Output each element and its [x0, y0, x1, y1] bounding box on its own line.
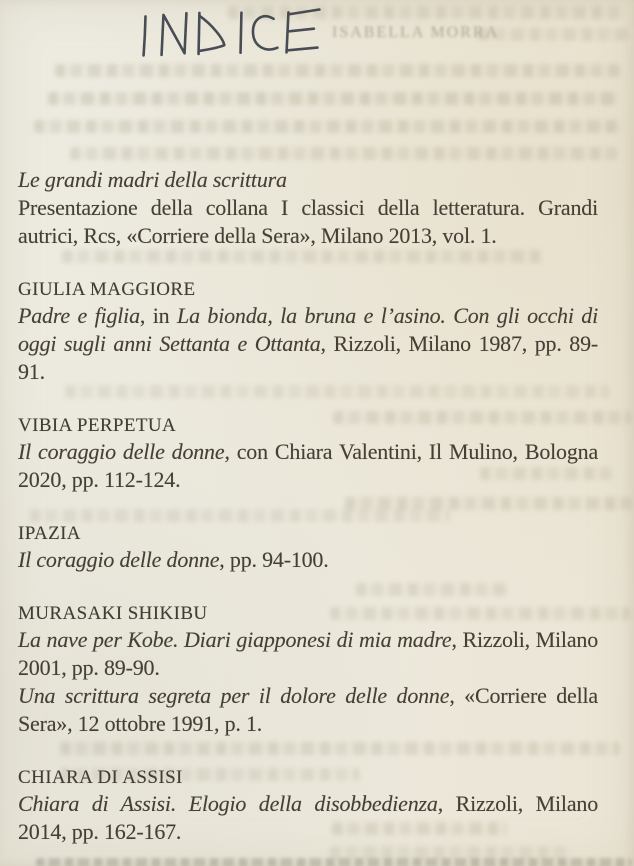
- entry-body: [18, 790, 598, 846]
- bleed-through-line: [55, 64, 620, 77]
- work-title: Padre e figlia: [18, 303, 140, 328]
- index-content: [18, 166, 598, 846]
- handwritten-index-title: [135, 3, 326, 63]
- author-heading: MURASAKI SHIKIBU: [18, 603, 208, 624]
- work-title: Chiara di Assisi. Elogio della disobbedienza: [18, 791, 438, 816]
- entry-paragraph: [18, 790, 598, 846]
- letter-d: [197, 13, 200, 54]
- bleed-through-author-name: ISABELLA MORRA: [332, 24, 500, 41]
- author-heading: GIULIA MAGGIORE: [18, 279, 196, 300]
- entry-paragraph: [18, 302, 598, 386]
- work-title: Il coraggio delle donne: [18, 547, 220, 572]
- entry-body: [18, 166, 598, 250]
- letter-n: [160, 13, 187, 55]
- entry-paragraph: [18, 166, 598, 194]
- author-heading: CHIARA DI ASSISI: [18, 767, 183, 788]
- letter-d-bowl: [198, 15, 224, 51]
- entry-body: [18, 302, 598, 386]
- author-heading: VIBIA PERPETUA: [18, 415, 177, 436]
- work-detail: , Rizzoli, Milano 2014, pp. 162-167.: [18, 791, 598, 844]
- work-detail: Presentazione della collana I classici della letteratura. Grandi autrici, Rcs, «Corriere della Sera», Milano 2013, vol. 1.: [18, 195, 598, 248]
- work-title: La bionda, la bruna e l’asino. Con gli occhi di oggi sugli anni Settanta e Ottanta: [18, 303, 598, 356]
- bleed-through-line: [34, 120, 622, 133]
- work-detail: , in: [139, 303, 178, 328]
- work-detail: , Rizzoli, Milano 2001, pp. 89-90.: [18, 627, 598, 680]
- entry-list: [18, 166, 598, 846]
- work-detail: , Rizzoli, Milano 1987, pp. 89-91.: [18, 331, 598, 384]
- bleed-through-line: [36, 858, 632, 866]
- entry-paragraph: [18, 438, 598, 494]
- entry-paragraph: [18, 194, 598, 250]
- work-detail: , pp. 94-100.: [219, 547, 329, 572]
- entry-body: [18, 438, 598, 494]
- letter-i: [142, 16, 146, 55]
- letter-i: [239, 13, 242, 53]
- index-entry: [18, 414, 598, 494]
- index-entry: [18, 766, 598, 846]
- index-entry: [18, 166, 598, 250]
- entry-body: [18, 626, 598, 738]
- work-detail: , con Chiara Valentini, Il Mulino, Bologna 2020, pp. 112-124.: [18, 439, 599, 492]
- work-title: La nave per Kobe. Diari giapponesi di mia madre: [18, 627, 452, 652]
- entry-paragraph: [18, 626, 598, 682]
- bleed-through-line: [70, 147, 618, 160]
- work-title: Il coraggio delle donne: [18, 439, 225, 464]
- bleed-through-line: [478, 28, 628, 41]
- work-detail: , «Corriere della Sera», 12 ottobre 1991, p. 1.: [18, 683, 598, 736]
- letter-c: [253, 16, 278, 50]
- index-entry: [18, 602, 598, 738]
- index-entry: [18, 278, 598, 386]
- author-heading: IPAZIA: [18, 523, 81, 544]
- letter-e: [285, 10, 320, 53]
- entry-body: [18, 546, 598, 574]
- bleed-through-line: [48, 92, 620, 105]
- index-entry: [18, 522, 598, 574]
- entry-paragraph: [18, 546, 598, 574]
- bleed-through-line: [330, 846, 570, 859]
- entry-paragraph: [18, 682, 598, 738]
- work-title: Le grandi madri della scrittura: [18, 167, 287, 192]
- work-title: Una scrittura segreta per il dolore delle donne: [18, 683, 450, 708]
